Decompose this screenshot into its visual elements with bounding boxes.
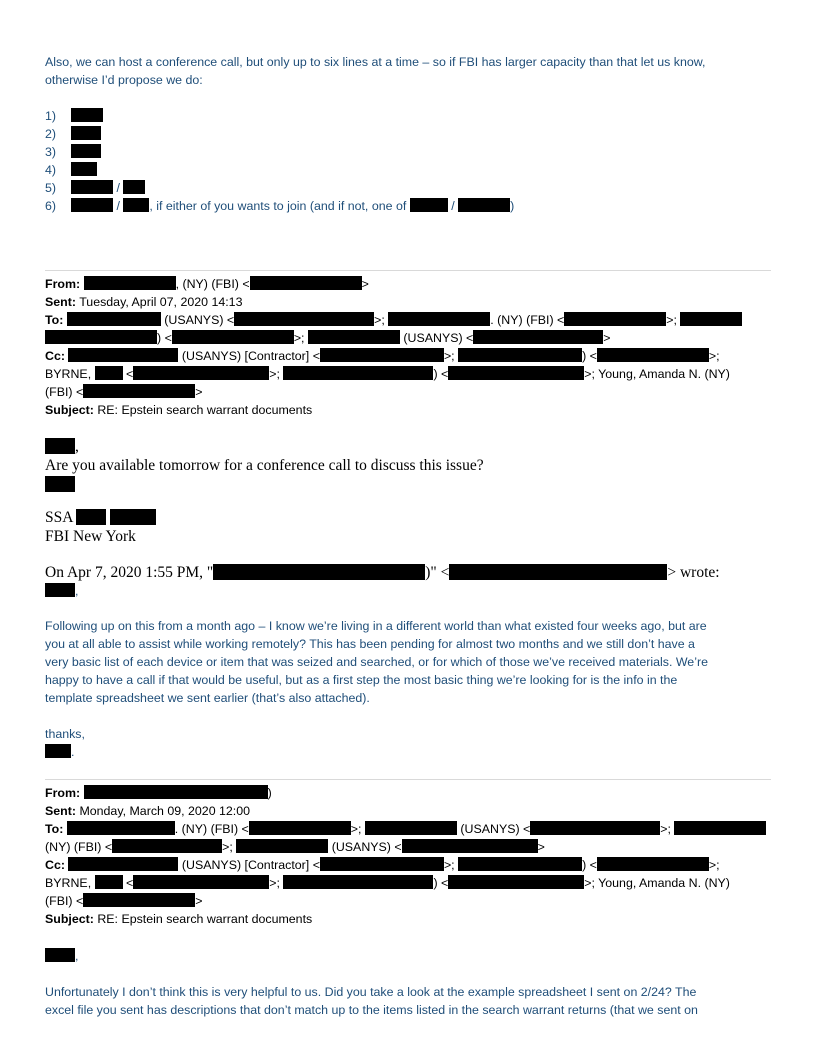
list-item	[45, 107, 775, 125]
redaction	[71, 198, 113, 212]
email-header-1	[45, 275, 775, 419]
redaction	[133, 366, 269, 380]
redaction	[123, 180, 145, 194]
cc-line: Cc: (USANYS) [Contractor] < >; ) < >;	[45, 349, 720, 363]
list-number: 4)	[45, 163, 57, 177]
email2-body-line: Unfortunately I don’t think this is very helpful to us. Did you take a look at the example spreadsheet I sent on 2/24? The	[45, 985, 697, 999]
cc-line-2: BYRNE, < >; ) < >; Young, Amanda N. (NY)	[45, 876, 730, 890]
proposal-list	[45, 107, 775, 215]
sig-org: FBI New York	[45, 528, 136, 545]
redaction	[68, 348, 178, 362]
sent-line: Sent: Monday, March 09, 2020 12:00	[45, 804, 251, 818]
list-number: 3)	[45, 145, 57, 159]
redaction	[458, 857, 582, 871]
redaction	[45, 744, 71, 758]
redaction	[71, 108, 103, 122]
list-item	[45, 125, 775, 143]
redaction	[84, 276, 176, 290]
redaction	[308, 330, 400, 344]
signoff-initial: .	[45, 743, 775, 761]
list-number: 6)	[45, 199, 57, 213]
redaction	[597, 348, 709, 362]
email2-body-line: excel file you sent has descriptions that don’t match up to the items listed in the search warrant returns (that we sent on	[45, 1003, 698, 1017]
redaction	[123, 198, 149, 212]
cc-line-3: (FBI) < >	[45, 385, 203, 399]
from-line: From: )	[45, 786, 272, 800]
redaction	[67, 821, 175, 835]
redaction	[449, 564, 667, 580]
email2-body	[45, 983, 775, 1019]
from-line: From: , (NY) (FBI) < >	[45, 277, 369, 291]
list-number: 5)	[45, 181, 57, 195]
to-line-2: (NY) (FBI) < >; (USANYS) < >	[45, 840, 545, 854]
redaction	[674, 821, 766, 835]
redaction	[213, 564, 425, 580]
redaction	[71, 126, 101, 140]
to-line: To: (USANYS) < >; . (NY) (FBI) < >;	[45, 311, 775, 329]
redaction	[45, 583, 75, 597]
to-line-2: ) < >; (USANYS) < >	[45, 329, 775, 347]
redaction	[84, 785, 268, 799]
followup-paragraph	[45, 617, 775, 707]
redaction	[564, 312, 666, 326]
item6-text: , if either of you wants to join (and if not, one of	[149, 199, 407, 213]
intro-paragraph	[45, 53, 775, 89]
redaction	[71, 144, 101, 158]
redaction	[68, 857, 178, 871]
redaction	[83, 384, 195, 398]
list-item: 5) /	[45, 179, 775, 197]
redaction	[45, 476, 75, 492]
redaction	[283, 875, 433, 889]
redaction	[458, 198, 510, 212]
list-item	[45, 143, 775, 161]
redaction	[110, 509, 156, 525]
redaction	[530, 821, 660, 835]
subject-line: Subject: RE: Epstein search warrant documents	[45, 912, 313, 926]
subject-line: Subject: RE: Epstein search warrant documents	[45, 403, 313, 417]
redaction	[95, 875, 123, 889]
followup-line: you at all able to assist while working remotely? This has been pending for almost two months and we still don’t have a	[45, 637, 695, 651]
intro-line-1: Also, we can host a conference call, but only up to six lines at a time – so if FBI has larger capacity than that let us know,	[45, 55, 706, 69]
redaction	[448, 366, 584, 380]
redaction	[320, 348, 444, 362]
followup-line: very basic list of each device or item that was seized and searched, or for which of those we’ve received materials. We’re	[45, 655, 708, 669]
signature-block	[45, 508, 775, 546]
redaction	[83, 893, 195, 907]
redaction	[67, 312, 161, 326]
redaction	[133, 875, 269, 889]
to-line: To: . (NY) (FBI) < >; (USANYS) < >;	[45, 820, 775, 838]
sent-line: Sent: Tuesday, April 07, 2020 14:13	[45, 295, 243, 309]
divider	[45, 779, 771, 780]
redaction	[45, 330, 157, 344]
redaction	[320, 857, 444, 871]
signoff: thanks,	[45, 727, 85, 741]
redaction	[680, 312, 742, 326]
redaction	[45, 948, 75, 962]
followup-line: template spreadsheet we sent earlier (that’s also attached).	[45, 691, 370, 705]
redaction	[249, 821, 351, 835]
reply-body: Are you available tomorrow for a conference call to discuss this issue?	[45, 457, 484, 474]
redaction	[458, 348, 582, 362]
intro-line-2: otherwise I’d propose we do:	[45, 73, 203, 87]
fbi-reply	[45, 437, 775, 494]
cc-line-2: BYRNE, < >; ) < >; Young, Amanda N. (NY)	[45, 367, 730, 381]
divider	[45, 270, 771, 271]
redaction	[71, 180, 113, 194]
redaction	[597, 857, 709, 871]
greeting: ,	[45, 437, 775, 456]
quote-intro: On Apr 7, 2020 1:55 PM, " )" < > wrote:	[45, 564, 720, 581]
redaction	[473, 330, 603, 344]
redaction	[448, 875, 584, 889]
reply-signature-initial	[45, 475, 775, 494]
redaction	[283, 366, 433, 380]
redaction	[365, 821, 457, 835]
email-header-2	[45, 784, 775, 928]
email2-greeting: ,	[45, 947, 775, 965]
cc-line: Cc: (USANYS) [Contractor] < >; ) < >;	[45, 858, 720, 872]
redaction	[250, 276, 362, 290]
redaction	[234, 312, 374, 326]
redaction	[112, 839, 222, 853]
redaction	[402, 839, 538, 853]
followup-line: happy to have a call if that would be useful, but as a first step the most basic thing we’re looking for is the info in the	[45, 673, 678, 687]
list-item	[45, 161, 775, 179]
list-number: 1)	[45, 109, 57, 123]
cc-line-3: (FBI) < >	[45, 894, 203, 908]
sig-title-line: SSA	[45, 508, 775, 527]
list-item: 6) / , if either of you wants to join (and if not, one of / )	[45, 199, 515, 213]
redaction	[172, 330, 294, 344]
redaction	[236, 839, 328, 853]
redaction	[410, 198, 448, 212]
redaction	[45, 438, 75, 454]
redaction	[71, 162, 97, 176]
redaction	[76, 509, 106, 525]
list-number: 2)	[45, 127, 57, 141]
quote-greeting: ,	[45, 582, 775, 600]
redaction	[388, 312, 490, 326]
redaction	[95, 366, 123, 380]
followup-line: Following up on this from a month ago – I know we’re living in a different world than what existed four weeks ago, but are	[45, 619, 707, 633]
followup-signoff	[45, 725, 775, 761]
